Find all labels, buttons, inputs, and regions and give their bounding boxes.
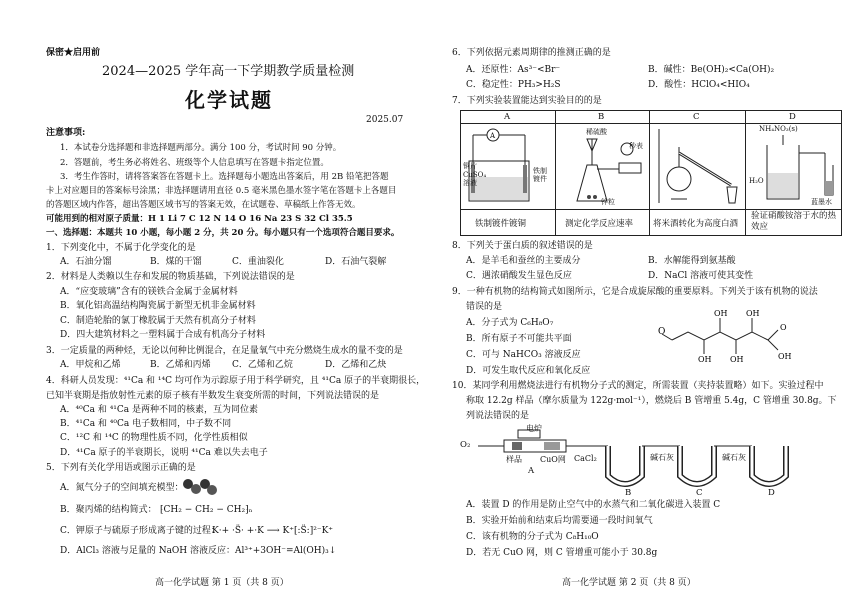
- q6-option-a: A．还原性：As³⁻<Br⁻: [466, 65, 561, 75]
- q2-option-a: A．“应变玻璃”含有的镁铁合金属于金属材料: [60, 287, 238, 297]
- zinc-granules-label: 锌粒: [601, 198, 615, 206]
- q10-option-d: D．若无 CuO 网，则 C 管增重可能小于 30.8g: [466, 548, 658, 558]
- q9-option-d: D．可发生取代反应和氧化反应: [466, 366, 591, 376]
- q6-option-b: B．碱性：Be(OH)₂<Ca(OH)₂: [648, 65, 775, 75]
- q5-option-b: B．聚丙烯的结构简式：: [60, 505, 157, 515]
- q8-option-a: A．是羊毛和蚕丝的主要成分: [466, 256, 581, 266]
- soda-lime-label-1: 碱石灰: [650, 453, 674, 462]
- q8-option-b: B．水解能得到氨基酸: [648, 256, 736, 266]
- question-10-line-1: 10．某同学利用燃烧法进行有机物分子式的测定，所需装置（夹持装置略）如下。实验过程中: [452, 381, 824, 391]
- note-3-cont: 卡上对应题目的答案标号涂黑；非选择题请用直径 0.5 毫米黑色墨水签字笔在答题卡上各题目: [46, 186, 397, 196]
- heat-effect-apparatus-icon: [747, 125, 839, 207]
- question-5: 5．下列有关化学用语或图示正确的是: [46, 463, 196, 473]
- q7-caption-c: 将米酒转化为高度白酒: [653, 219, 739, 229]
- n2-space-filling-model-icon: [178, 476, 222, 498]
- note-3: 3．考生作答时，请将答案答在答题卡上。选择题每小题选出答案后，用 2B 铅笔把答题: [60, 172, 389, 182]
- question-9-line-1: 9．一种有机物的结构简式如图所示，它是合成旋尿酸的重要原料。下列关于该有机物的说法: [452, 287, 818, 297]
- question-10-line-2: 称取 12.2g 样品（摩尔质量为 122g·mol⁻¹），燃烧后 B 管增重 5.4g，C 管增重 30.8g。下: [466, 396, 837, 406]
- question-10-line-3: 列说法错误的是: [466, 411, 530, 421]
- blue-ink-label: 蓝墨水: [811, 198, 832, 206]
- q5-option-c: C．钾原子与硫原子形成离子键的过程：: [60, 526, 220, 536]
- polypropylene-formula: ⁅CH₂ − CH₂ − CH₂⁆ₙ: [160, 505, 253, 515]
- stopwatch-label: 秒表: [629, 142, 643, 150]
- q5-option-a: A．氮气分子的空间填充模型：: [60, 483, 184, 493]
- cacl2-label: CaCl₂: [574, 454, 597, 463]
- note-3-cont2: 的答题区域内作答，超出答题区域书写的答案无效，在试题卷、草稿纸上作答无效。: [46, 200, 361, 210]
- question-6: 6．下列依据元素周期律的推测正确的是: [452, 48, 611, 58]
- iron-part-label: 铁制镀件: [533, 167, 547, 183]
- q7-col-a: A: [504, 112, 511, 122]
- q2-option-c: C．制造轮胎的氯丁橡胶属于天然有机高分子材料: [60, 316, 256, 326]
- reaction-rate-apparatus-icon: [557, 125, 647, 207]
- q3-option-c: C．乙烯和乙烷: [232, 360, 293, 370]
- svg-text:O: O: [780, 323, 787, 332]
- exam-date: 2025.07: [366, 115, 404, 125]
- q9-option-b: B．所有原子不可能共平面: [466, 334, 572, 344]
- question-3: 3．一定质量的两种烃，无论以何种比例混合，在足量氧气中充分燃烧生成水的量不变的是: [46, 346, 403, 356]
- water-label: H₂O: [749, 177, 764, 185]
- confidential-label: 保密★启用前: [46, 48, 101, 58]
- apparatus-a-label: A: [528, 466, 535, 476]
- apparatus-c-label: C: [696, 488, 703, 498]
- q7-col-b: B: [598, 112, 605, 122]
- ammonium-nitrate-label: NH₄NO₃(s): [759, 125, 798, 133]
- q6-option-d: D．酸性：HClO₄<HIO₄: [648, 80, 750, 90]
- q1-option-a: A．石油分馏: [60, 257, 112, 267]
- question-7: 7．下列实验装置能达到实验目的的是: [452, 96, 602, 106]
- svg-text:O: O: [658, 327, 666, 337]
- q3-option-a: A．甲烷和乙烯: [60, 360, 121, 370]
- q2-option-d: D．四大建筑材料之一塑料属于合成有机高分子材料: [60, 330, 266, 340]
- question-4-line-1: 4．科研人员发现：⁴¹Ca 和 ¹⁴C 均可作为示踪原子用于科学研究，且 ⁴¹Ca 原子的半衰期很长，: [46, 376, 426, 386]
- svg-text:OH: OH: [698, 355, 712, 364]
- apparatus-b-label: B: [625, 488, 632, 498]
- q3-option-d: D．乙烯和乙炔: [325, 360, 387, 370]
- distillation-apparatus-icon: [651, 125, 743, 207]
- apparatus-d-label: D: [768, 488, 775, 498]
- q9-structural-formula-icon: [658, 304, 808, 364]
- dilute-sulfuric-acid-label: 稀硫酸: [586, 128, 607, 136]
- svg-text:OH: OH: [746, 309, 760, 318]
- q10-option-a: A．装置 D 的作用是防止空气中的水蒸气和二氧化碳进入装置 C: [466, 500, 721, 510]
- q1-option-c: C．重油裂化: [232, 257, 284, 267]
- q9-option-c: C．可与 NaHCO₃ 溶液反应: [466, 350, 581, 360]
- q2-option-b: B．氧化铝高温结构陶瓷属于新型无机非金属材料: [60, 301, 256, 311]
- q5-option-d: D．AlCl₃ 溶液与足量的 NaOH 溶液反应：Al³⁺+3OH⁻=Al(OH)₃↓: [60, 546, 337, 556]
- q4-option-a: A．⁴⁰Ca 和 ⁴¹Ca 是两种不同的核素，互为同位素: [60, 405, 259, 415]
- q3-option-b: B．乙烯和丙烯: [150, 360, 211, 370]
- copper-plate-label: 铜片: [463, 162, 477, 170]
- q9-option-a: A．分子式为 C₆H₈O₇: [466, 318, 554, 328]
- question-1: 1．下列变化中，不属于化学变化的是: [46, 243, 196, 253]
- sample-label: 样品: [506, 455, 522, 464]
- exam-title: 2024—2025 学年高一下学期教学质量检测: [102, 64, 355, 79]
- q4-option-d: D．⁴¹Ca 原子的半衰期长，说明 ⁴¹Ca 难以失去电子: [60, 448, 268, 458]
- page-2-footer: 高一化学试题 第 2 页（共 8 页）: [562, 578, 696, 588]
- page-1-footer: 高一化学试题 第 1 页（共 8 页）: [155, 578, 289, 588]
- q8-option-c: C．遇浓硝酸发生显色反应: [466, 271, 572, 281]
- q1-option-d: D．石油气裂解: [325, 257, 387, 267]
- q7-apparatus-table: [460, 110, 842, 236]
- q6-option-c: C．稳定性：PH₃>H₂S: [466, 80, 561, 90]
- q7-caption-d: 验证硝酸铵溶于水的热效应: [751, 211, 837, 232]
- q7-caption-a: 铁制镀件镀铜: [475, 219, 527, 229]
- ionic-bond-process: K·+ ·S̈· +·K ⟶ K⁺[:S̈:]²⁻K⁺: [212, 526, 334, 536]
- question-2: 2．材料是人类赖以生存和发展的物质基础，下列说法错误的是: [46, 272, 295, 282]
- cuo-mesh-label: CuO网: [540, 455, 566, 464]
- cuso4-solution-label: CuSO₄溶液: [463, 171, 487, 187]
- q7-col-d: D: [789, 112, 796, 122]
- note-1: 1．本试卷分选择题和非选择题两部分。满分 100 分，考试时间 90 分钟。: [60, 143, 342, 153]
- question-8: 8．下列关于蛋白质的叙述错误的是: [452, 241, 593, 251]
- svg-text:OH: OH: [730, 355, 744, 364]
- right-page: [430, 0, 860, 608]
- q10-option-b: B．实验开始前和结束后均需要通一段时间氧气: [466, 516, 653, 526]
- q7-caption-b: 测定化学反应速率: [565, 219, 634, 229]
- svg-text:OH: OH: [778, 352, 792, 361]
- section-1-heading: 一、选择题：本题共 10 小题，每小题 2 分，共 20 分。每小题只有一个选项符合题目要求。: [46, 228, 400, 238]
- atomic-mass-line: 可能用到的相对原子质量：H 1 Li 7 C 12 N 14 O 16 Na 23 S 32 Cl 35.5: [46, 214, 353, 224]
- q10-option-c: C．该有机物的分子式为 C₈H₁₀O: [466, 532, 599, 542]
- q4-option-b: B．⁴¹Ca 和 ⁴⁰Ca 电子数相同，中子数不同: [60, 419, 232, 429]
- subject-title: 化学试题: [185, 88, 273, 112]
- question-9-line-2: 错误的是: [466, 302, 503, 312]
- svg-text:A: A: [490, 132, 496, 140]
- note-2: 2．答题前，考生务必将姓名、班级等个人信息填写在答题卡指定位置。: [60, 158, 329, 168]
- svg-text:OH: OH: [714, 309, 728, 318]
- furnace-label: 电炉: [526, 424, 542, 433]
- q1-option-b: B．煤的干馏: [150, 257, 202, 267]
- q7-col-c: C: [693, 112, 700, 122]
- soda-lime-label-2: 碱石灰: [722, 453, 746, 462]
- q4-option-c: C．¹²C 和 ¹⁴C 的物理性质不同，化学性质相似: [60, 433, 248, 443]
- question-4-line-2: 已知半衰期是指放射性元素的原子核有半数发生衰变所需的时间，下列说法错误的是: [46, 391, 380, 401]
- notes-title: 注意事项:: [46, 128, 86, 138]
- q8-option-d: D．NaCl 溶液可使其变性: [648, 271, 754, 281]
- o2-label: O₂: [460, 440, 471, 450]
